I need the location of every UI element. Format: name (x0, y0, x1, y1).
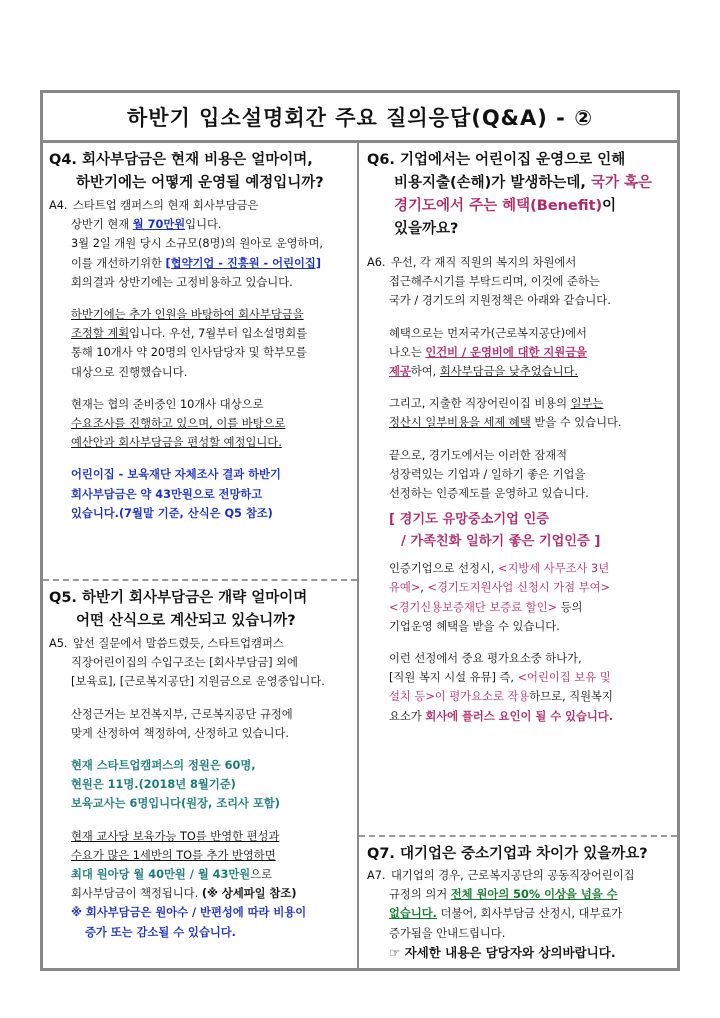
answer-q5: A5. 앞선 질문에서 말씀드렸듯, 스타트업캠퍼스 직장어린이집의 수입구조는 [회사부담금] 외에 [보육료], [근로복지공단] 지원금으로 운영중입니다. 산정근거는 보건복지부, 근로복지공단 규정에 맞게 산정하여 책정하여, 산정하고 있습니다. 현재 스타트업캠퍼스의 정원은 60명, 현원은 11명.(2018년 8월기준) 보육교사는 6명입니다(원장, 조리사 포함) 현재 교사당 보육가능 TO를 반영한 편성과 수요가 많은 1세반의 TO를 추가 반영하면 최대 원아당 월 40만원 / 월 43만원으로 회사부담금이 책정됩니다. (※ 상세파일 참조) ※ 회사부담금은 원아수 / 반편성에 따라 비용이 증가 또는 감소될 수 있습니다. (49, 637, 325, 939)
question-q6: Q6. 기업에서는 어린이집 운영으로 인해 비용지출(손해)가 발생하는데, 국가 혹은 경기도에서 주는 혜택(Benefit)이 있을까요? (367, 152, 653, 237)
qa-item-q5 (43, 579, 357, 968)
certification-heading: [ 경기도 유망중소기업 인증 (389, 512, 549, 528)
answer-q6: A6. 우선, 각 재직 직원의 복지의 차원에서 접근해주시기를 부탁드리며, 이것에 준하는 국가 / 경기도의 지원정책은 아래와 같습니다. 혜택으로는 먼저국가(근로복지공단)에서 나오는 인건비 / 운영비에 대한 지원금을 제공하여, 회사부담금을 낮추었습니다. 그리고, 지출한 직장어린이집 비용의 일부는 정산시 일부비용을 세제 혜택 받을 수 있습니다. 끝으로, 경기도에서는 이러한 잠재적 성장력있는 기업과 / 일하기 좋은 기업을 선정하는 인증제도를 운영하고 있습니다. [ 경기도 유망중소기업 인증 / 가족친화 일하기 좋은 기업인증 ] 인증기업으로 선정시, <지방세 사무조사 3년 유예>, <경기도지원사업 신청시 가점 부여> <경기신용보증재단 보증료 할인> 등의 기업운영 혜택을 받을 수 있습니다. 이런 선정에서 중요 평가요소중 하나가, [직원 복지 시설 유뮤] 즉, <어린이집 보유 및 설치 등>이 평가요소로 작용하므로, 직원복지 요소가 회사에 플러스 요인이 될 수 있습니다. (367, 253, 671, 726)
page-title: 하반기 입소설명회간 주요 질의응답(Q&A) - ② (43, 93, 677, 143)
qa-item-q7 (359, 835, 677, 968)
question-q5: Q5. 하반기 회사부담금은 개략 얼마이며 어떤 산식으로 계산되고 있습니까? (49, 590, 308, 629)
question-q4: Q4. 회사부담금은 현재 비용은 얼마이며, 하반기에는 어떻게 운영될 예정입니까? (49, 152, 324, 191)
answer-q7: A7. 대기업의 경우, 근로복지공단의 공동직장어린이집 규정의 의거 전체 원아의 50% 이상을 넘을 수 없습니다. 더불어, 회사부담금 산정시, 대부료가 증가됨을 안내드립니다. ☞ 자세한 내용은 담당자와 상의바랍니다. (367, 869, 635, 960)
right-column (359, 143, 677, 968)
qa-item-q4 (43, 143, 357, 579)
question-q7: Q7. 대기업은 중소기업과 차이가 있을까요? (367, 846, 648, 862)
pointing-hand-icon: ☞ (389, 944, 401, 960)
qa-item-q6 (359, 143, 677, 835)
answer-q4: A4. 스타트업 캠퍼스의 현재 회사부담금은 상반기 현재 월 70만원입니다. 3월 2일 개원 당시 소규모(8명)의 원아로 운영하며, 이를 개선하기위한 [협약기업 - 진흥원 - 어린이집] 회의결과 상반기에는 고정비용하고 있습니다. 하반기에는 추가 인원을 바탕하여 회사부담금을 조정할 계획입니다. 우선, 7월부터 입소설명회를 통해 10개사 약 20명의 인사담당자 및 학부모를 대상으로 진행했습니다. 현재는 협의 준비중인 10개사 대상으로 수요조사를 진행하고 있으며, 이를 바탕으로 예산안과 회사부담금을 편성할 예정입니다. 어린이집 - 보육재단 자체조사 결과 하반기 회사부담금은 약 43만원으로 전망하고 있습니다.(7월말 기준, 산식은 Q5 참조) (49, 199, 323, 520)
left-column (43, 143, 359, 968)
qa-document (40, 90, 680, 971)
